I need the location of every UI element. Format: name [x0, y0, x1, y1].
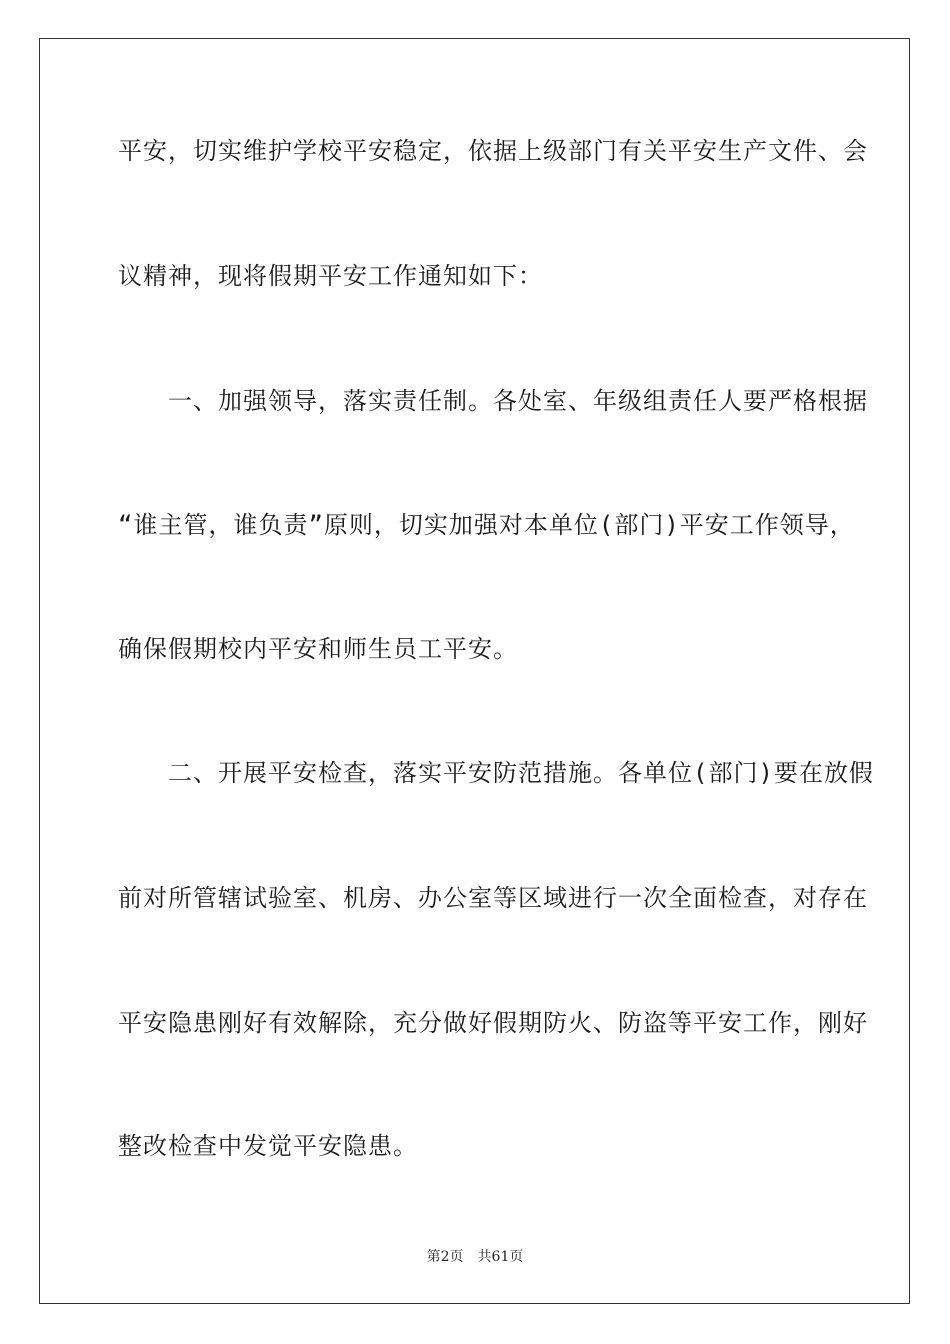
text-line-5: 确保假期校内平安和师生员工平安。 [118, 635, 518, 663]
page-number: 第2页 [426, 1249, 464, 1265]
page-total: 共61页 [477, 1249, 524, 1265]
text-line-1: 平安，切实维护学校平安稳定，依据上级部门有关平安生产文件、会 [118, 137, 868, 165]
text-line-9: 整改检查中发觉平安隐患。 [118, 1132, 418, 1160]
page-border [39, 38, 910, 1304]
text-line-3: 一、加强领导，落实责任制。各处室、年级组责任人要严格根据 [118, 387, 868, 415]
text-line-2: 议精神，现将假期平安工作通知如下： [118, 262, 543, 290]
text-line-8: 平安隐患刚好有效解除，充分做好假期防火、防盗等平安工作，刚好 [118, 1009, 868, 1037]
text-line-4: “谁主管，谁负责”原则，切实加强对本单位(部门)平安工作领导， [118, 511, 855, 539]
text-line-7: 前对所管辖试验室、机房、办公室等区域进行一次全面检查，对存在 [118, 884, 868, 912]
text-line-6: 二、开展平安检查，落实平安防范措施。各单位(部门)要在放假 [118, 759, 874, 787]
page-footer [0, 1246, 950, 1266]
